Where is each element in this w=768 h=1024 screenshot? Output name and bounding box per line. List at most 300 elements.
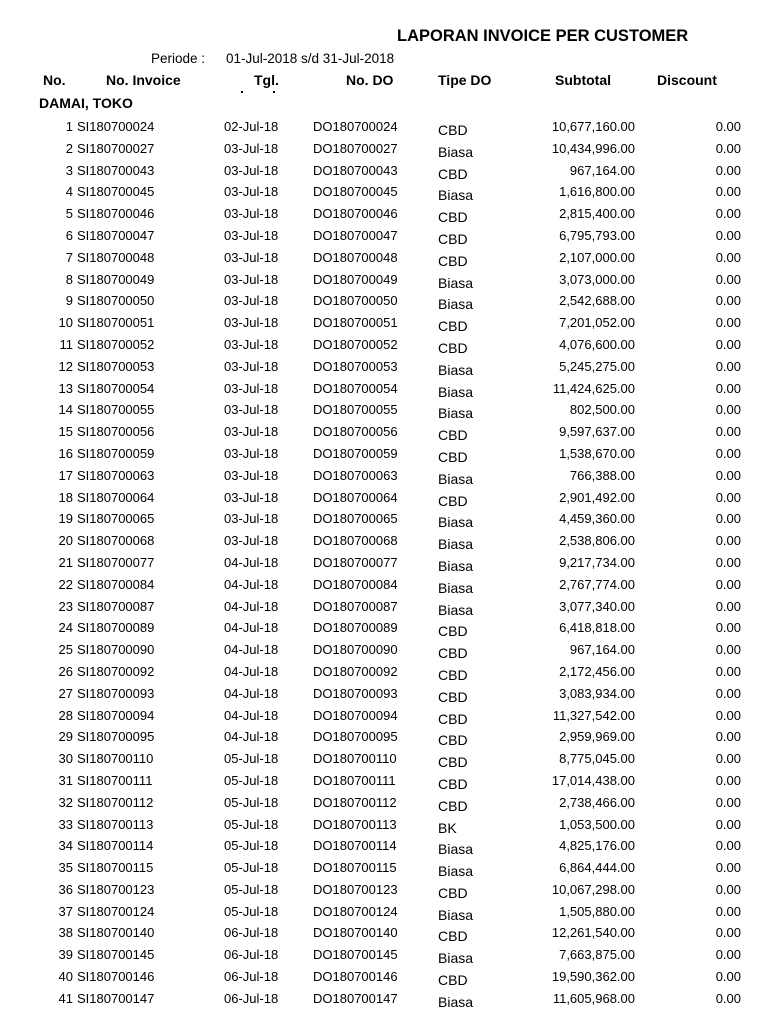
do-type: CBD (438, 666, 468, 683)
do-type: CBD (438, 209, 468, 226)
discount-value: 0.00 (715, 315, 741, 331)
do-type: CBD (438, 252, 468, 269)
discount-value: 0.00 (715, 489, 741, 505)
table-row (0, 771, 768, 793)
invoice-table (0, 117, 768, 1011)
do-type: Biasa (438, 296, 474, 313)
subtotal-value: 4,825,176.00 (559, 838, 635, 854)
invoice-number: SI180700064 (77, 489, 155, 505)
do-number: DO180700052 (313, 336, 398, 352)
discount-value: 0.00 (715, 271, 741, 287)
do-type: CBD (438, 928, 468, 945)
do-type: CBD (438, 775, 468, 792)
invoice-number: SI180700084 (77, 576, 155, 592)
do-type: CBD (438, 492, 468, 509)
invoice-date: 03-Jul-18 (224, 140, 279, 156)
column-header-do: No. DO (346, 72, 394, 88)
row-number: 27 (58, 685, 73, 701)
do-type: CBD (438, 339, 468, 356)
invoice-number: SI180700111 (77, 772, 153, 788)
do-number: DO180700095 (313, 729, 398, 745)
invoice-date: 04-Jul-18 (224, 598, 279, 614)
invoice-date: 04-Jul-18 (224, 685, 279, 701)
do-number: DO180700110 (313, 751, 397, 767)
subtotal-value: 10,434,996.00 (551, 140, 635, 156)
invoice-number: SI180700056 (77, 424, 155, 440)
discount-value: 0.00 (715, 772, 741, 788)
do-number: DO180700043 (313, 162, 398, 178)
invoice-date: 05-Jul-18 (224, 772, 279, 788)
invoice-date: 03-Jul-18 (224, 249, 279, 265)
table-row (0, 139, 768, 161)
do-type: CBD (438, 318, 468, 335)
do-type: Biasa (438, 536, 474, 553)
row-number: 26 (58, 663, 73, 679)
do-type: Biasa (438, 993, 474, 1010)
subtotal-value: 5,245,275.00 (559, 358, 635, 374)
row-number: 4 (65, 184, 73, 200)
subtotal-value: 2,901,492.00 (559, 489, 635, 505)
header-dot (273, 91, 275, 93)
row-number: 22 (58, 576, 73, 592)
row-number: 11 (59, 336, 73, 352)
subtotal-value: 1,053,500.00 (559, 816, 635, 832)
do-number: DO180700047 (313, 227, 398, 243)
table-row (0, 727, 768, 749)
invoice-date: 03-Jul-18 (224, 336, 279, 352)
discount-value: 0.00 (715, 576, 741, 592)
do-number: DO180700094 (313, 707, 398, 723)
discount-value: 0.00 (715, 184, 741, 200)
row-number: 32 (58, 794, 73, 810)
row-number: 35 (58, 860, 73, 876)
table-row (0, 335, 768, 357)
invoice-number: SI180700087 (77, 598, 155, 614)
invoice-date: 03-Jul-18 (224, 315, 279, 331)
invoice-date: 03-Jul-18 (224, 293, 279, 309)
do-type: Biasa (438, 906, 474, 923)
table-row (0, 270, 768, 292)
table-row (0, 379, 768, 401)
discount-value: 0.00 (715, 751, 741, 767)
invoice-date: 03-Jul-18 (224, 271, 279, 287)
table-row (0, 749, 768, 771)
invoice-date: 05-Jul-18 (224, 903, 279, 919)
row-number: 40 (58, 969, 73, 985)
do-number: DO180700140 (313, 925, 398, 941)
table-row (0, 248, 768, 270)
row-number: 31 (58, 772, 73, 788)
discount-value: 0.00 (715, 838, 741, 854)
do-number: DO180700124 (313, 903, 398, 919)
do-number: DO180700111 (313, 772, 396, 788)
invoice-number: SI180700113 (77, 816, 154, 832)
row-number: 8 (65, 271, 73, 287)
subtotal-value: 1,616,800.00 (559, 184, 635, 200)
row-number: 37 (58, 903, 73, 919)
do-number: DO180700087 (313, 598, 398, 614)
customer-name: DAMAI, TOKO (39, 95, 133, 111)
invoice-number: SI180700123 (77, 881, 155, 897)
invoice-number: SI180700049 (77, 271, 155, 287)
invoice-date: 06-Jul-18 (224, 925, 279, 941)
invoice-date: 03-Jul-18 (224, 511, 279, 527)
invoice-date: 03-Jul-18 (224, 358, 279, 374)
invoice-date: 06-Jul-18 (224, 990, 279, 1006)
invoice-date: 03-Jul-18 (224, 489, 279, 505)
invoice-date: 03-Jul-18 (224, 402, 279, 418)
subtotal-value: 9,597,637.00 (559, 424, 635, 440)
subtotal-value: 4,459,360.00 (559, 511, 635, 527)
discount-value: 0.00 (715, 227, 741, 243)
do-type: CBD (438, 165, 468, 182)
table-row (0, 945, 768, 967)
invoice-number: SI180700063 (77, 467, 155, 483)
do-number: DO180700114 (313, 838, 397, 854)
do-number: DO180700093 (313, 685, 398, 701)
subtotal-value: 2,959,969.00 (559, 729, 635, 745)
invoice-date: 03-Jul-18 (224, 162, 279, 178)
do-number: DO180700090 (313, 642, 398, 658)
discount-value: 0.00 (715, 554, 741, 570)
invoice-number: SI180700043 (77, 162, 155, 178)
discount-value: 0.00 (715, 249, 741, 265)
table-row (0, 902, 768, 924)
do-type: CBD (438, 623, 468, 640)
do-number: DO180700054 (313, 380, 398, 396)
invoice-number: SI180700048 (77, 249, 155, 265)
invoice-number: SI180700051 (77, 315, 155, 331)
invoice-number: SI180700092 (77, 663, 155, 679)
subtotal-value: 11,605,968.00 (552, 990, 635, 1006)
subtotal-value: 12,261,540.00 (551, 925, 635, 941)
invoice-number: SI180700027 (77, 140, 155, 156)
discount-value: 0.00 (715, 925, 741, 941)
do-type: CBD (438, 754, 468, 771)
invoice-date: 04-Jul-18 (224, 642, 279, 658)
do-number: DO180700055 (313, 402, 398, 418)
row-number: 7 (65, 249, 73, 265)
invoice-number: SI180700093 (77, 685, 155, 701)
discount-value: 0.00 (715, 467, 741, 483)
do-number: DO180700065 (313, 511, 398, 527)
discount-value: 0.00 (715, 729, 741, 745)
do-type: Biasa (438, 405, 474, 422)
row-number: 17 (58, 467, 73, 483)
do-type: CBD (438, 448, 468, 465)
invoice-date: 05-Jul-18 (224, 751, 279, 767)
header-dot (241, 91, 243, 93)
invoice-date: 03-Jul-18 (224, 445, 279, 461)
discount-value: 0.00 (715, 620, 741, 636)
discount-value: 0.00 (715, 947, 741, 963)
invoice-number: SI180700054 (77, 380, 155, 396)
discount-value: 0.00 (715, 402, 741, 418)
discount-value: 0.00 (715, 445, 741, 461)
do-number: DO180700048 (313, 249, 398, 265)
do-type: Biasa (438, 274, 474, 291)
invoice-date: 06-Jul-18 (224, 969, 279, 985)
table-row (0, 858, 768, 880)
subtotal-value: 2,815,400.00 (559, 206, 635, 222)
table-row (0, 989, 768, 1011)
row-number: 9 (65, 293, 73, 309)
invoice-number: SI180700145 (77, 947, 155, 963)
do-type: Biasa (438, 557, 474, 574)
subtotal-value: 11,424,625.00 (552, 380, 635, 396)
table-row (0, 117, 768, 139)
table-row (0, 182, 768, 204)
subtotal-value: 7,663,875.00 (559, 947, 635, 963)
do-type: CBD (438, 122, 468, 138)
row-number: 41 (58, 990, 73, 1006)
invoice-number: SI180700045 (77, 184, 155, 200)
row-number: 18 (58, 489, 73, 505)
row-number: 20 (58, 533, 73, 549)
invoice-number: SI180700089 (77, 620, 155, 636)
invoice-number: SI180700140 (77, 925, 155, 941)
row-number: 15 (58, 424, 73, 440)
subtotal-value: 2,738,466.00 (559, 794, 635, 810)
subtotal-value: 2,538,806.00 (559, 533, 635, 549)
invoice-number: SI180700024 (77, 119, 155, 134)
subtotal-value: 1,505,880.00 (559, 903, 635, 919)
invoice-date: 04-Jul-18 (224, 729, 279, 745)
table-row (0, 662, 768, 684)
do-type: BK (438, 819, 457, 836)
row-number: 10 (58, 315, 73, 331)
row-number: 16 (58, 445, 73, 461)
do-number: DO180700077 (313, 554, 398, 570)
subtotal-value: 6,795,793.00 (559, 227, 635, 243)
table-row (0, 291, 768, 313)
column-header-tipe: Tipe DO (438, 72, 492, 88)
subtotal-value: 2,107,000.00 (559, 249, 635, 265)
table-row (0, 706, 768, 728)
discount-value: 0.00 (715, 140, 741, 156)
do-type: Biasa (438, 950, 474, 967)
table-row (0, 618, 768, 640)
table-row (0, 880, 768, 902)
invoice-number: SI180700077 (77, 554, 155, 570)
table-row (0, 684, 768, 706)
table-row (0, 444, 768, 466)
do-number: DO180700064 (313, 489, 398, 505)
invoice-number: SI180700115 (77, 860, 154, 876)
subtotal-value: 4,076,600.00 (559, 336, 635, 352)
discount-value: 0.00 (715, 358, 741, 374)
table-row (0, 923, 768, 945)
column-header-subtotal: Subtotal (555, 72, 611, 88)
do-type: Biasa (438, 514, 474, 531)
discount-value: 0.00 (715, 336, 741, 352)
invoice-number: SI180700110 (77, 751, 154, 767)
invoice-number: SI180700112 (77, 794, 154, 810)
table-row (0, 357, 768, 379)
discount-value: 0.00 (715, 685, 741, 701)
row-number: 33 (58, 816, 73, 832)
table-row (0, 531, 768, 553)
subtotal-value: 2,172,456.00 (559, 663, 635, 679)
row-number: 34 (58, 838, 73, 854)
row-number: 30 (58, 751, 73, 767)
do-number: DO180700056 (313, 424, 398, 440)
subtotal-value: 967,164.00 (569, 162, 635, 178)
subtotal-value: 3,077,340.00 (559, 598, 635, 614)
discount-value: 0.00 (715, 424, 741, 440)
table-row (0, 161, 768, 183)
row-number: 3 (65, 162, 73, 178)
do-type: CBD (438, 732, 468, 749)
table-row (0, 488, 768, 510)
discount-value: 0.00 (715, 707, 741, 723)
invoice-number: SI180700055 (77, 402, 155, 418)
table-row (0, 640, 768, 662)
table-row (0, 597, 768, 619)
discount-value: 0.00 (715, 642, 741, 658)
invoice-date: 03-Jul-18 (224, 380, 279, 396)
invoice-number: SI180700065 (77, 511, 155, 527)
invoice-number: SI180700147 (77, 990, 155, 1006)
invoice-date: 05-Jul-18 (224, 881, 279, 897)
row-number: 36 (58, 881, 73, 897)
subtotal-value: 2,767,774.00 (559, 576, 635, 592)
invoice-date: 02-Jul-18 (224, 119, 279, 134)
discount-value: 0.00 (715, 162, 741, 178)
subtotal-value: 3,083,934.00 (559, 685, 635, 701)
row-number: 6 (65, 227, 73, 243)
invoice-date: 03-Jul-18 (224, 424, 279, 440)
table-row (0, 204, 768, 226)
discount-value: 0.00 (715, 119, 741, 134)
do-type: CBD (438, 230, 468, 247)
subtotal-value: 9,217,734.00 (559, 554, 635, 570)
do-number: DO180700115 (313, 860, 397, 876)
table-row (0, 466, 768, 488)
invoice-date: 04-Jul-18 (224, 554, 279, 570)
row-number: 24 (58, 620, 73, 636)
invoice-number: SI180700124 (77, 903, 155, 919)
do-number: DO180700049 (313, 271, 398, 287)
periode-label: Periode : (151, 51, 206, 66)
discount-value: 0.00 (715, 969, 741, 985)
discount-value: 0.00 (715, 293, 741, 309)
discount-value: 0.00 (715, 881, 741, 897)
discount-value: 0.00 (715, 663, 741, 679)
table-row (0, 815, 768, 837)
column-header-discount: Discount (657, 72, 717, 88)
table-row (0, 967, 768, 989)
invoice-date: 04-Jul-18 (224, 663, 279, 679)
subtotal-value: 11,327,542.00 (552, 707, 635, 723)
report-title: LAPORAN INVOICE PER CUSTOMER (397, 27, 689, 45)
periode-value: 01-Jul-2018 s/d 31-Jul-2018 (226, 51, 395, 66)
do-number: DO180700024 (313, 119, 398, 134)
do-type: CBD (438, 972, 468, 989)
invoice-number: SI180700059 (77, 445, 155, 461)
row-number: 12 (58, 358, 73, 374)
subtotal-value: 7,201,052.00 (559, 315, 635, 331)
subtotal-value: 10,067,298.00 (551, 881, 635, 897)
do-number: DO180700146 (313, 969, 398, 985)
do-number: DO180700053 (313, 358, 398, 374)
do-number: DO180700145 (313, 947, 398, 963)
column-header-tgl: Tgl. (254, 72, 279, 88)
subtotal-value: 17,014,438.00 (551, 772, 635, 788)
do-number: DO180700050 (313, 293, 398, 309)
row-number: 14 (58, 402, 73, 418)
subtotal-value: 6,418,818.00 (559, 620, 635, 636)
subtotal-value: 6,864,444.00 (559, 860, 635, 876)
invoice-date: 03-Jul-18 (224, 227, 279, 243)
do-number: DO180700123 (313, 881, 398, 897)
do-type: CBD (438, 710, 468, 727)
do-number: DO180700112 (313, 794, 397, 810)
row-number: 23 (58, 598, 73, 614)
discount-value: 0.00 (715, 511, 741, 527)
invoice-number: SI180700146 (77, 969, 155, 985)
invoice-date: 03-Jul-18 (224, 467, 279, 483)
invoice-number: SI180700050 (77, 293, 155, 309)
do-type: Biasa (438, 361, 474, 378)
table-row (0, 313, 768, 335)
subtotal-value: 3,073,000.00 (559, 271, 635, 287)
do-number: DO180700147 (313, 990, 398, 1006)
do-number: DO180700046 (313, 206, 398, 222)
invoice-date: 03-Jul-18 (224, 533, 279, 549)
invoice-date: 05-Jul-18 (224, 860, 279, 876)
subtotal-value: 2,542,688.00 (559, 293, 635, 309)
table-row (0, 553, 768, 575)
do-type: Biasa (438, 143, 474, 160)
do-type: Biasa (438, 841, 474, 858)
invoice-number: SI180700090 (77, 642, 155, 658)
subtotal-value: 1,538,670.00 (559, 445, 635, 461)
do-number: DO180700089 (313, 620, 398, 636)
table-row (0, 836, 768, 858)
do-number: DO180700092 (313, 663, 398, 679)
do-type: Biasa (438, 601, 474, 618)
do-type: CBD (438, 884, 468, 901)
do-type: CBD (438, 797, 468, 814)
invoice-date: 05-Jul-18 (224, 794, 279, 810)
column-header-invoice: No. Invoice (106, 72, 181, 88)
subtotal-value: 19,590,362.00 (551, 969, 635, 985)
do-type: Biasa (438, 383, 474, 400)
table-row (0, 575, 768, 597)
do-number: DO180700068 (313, 533, 398, 549)
row-number: 39 (58, 947, 73, 963)
table-row (0, 509, 768, 531)
invoice-date: 04-Jul-18 (224, 707, 279, 723)
invoice-number: SI180700052 (77, 336, 155, 352)
table-row (0, 422, 768, 444)
invoice-number: SI180700047 (77, 227, 155, 243)
row-number: 38 (58, 925, 73, 941)
row-number: 28 (58, 707, 73, 723)
invoice-number: SI180700114 (77, 838, 154, 854)
discount-value: 0.00 (715, 816, 741, 832)
invoice-date: 03-Jul-18 (224, 206, 279, 222)
invoice-number: SI180700053 (77, 358, 155, 374)
do-number: DO180700059 (313, 445, 398, 461)
discount-value: 0.00 (715, 860, 741, 876)
do-type: Biasa (438, 863, 474, 880)
do-number: DO180700113 (313, 816, 397, 832)
invoice-date: 05-Jul-18 (224, 816, 279, 832)
discount-value: 0.00 (715, 206, 741, 222)
invoice-date: 06-Jul-18 (224, 947, 279, 963)
